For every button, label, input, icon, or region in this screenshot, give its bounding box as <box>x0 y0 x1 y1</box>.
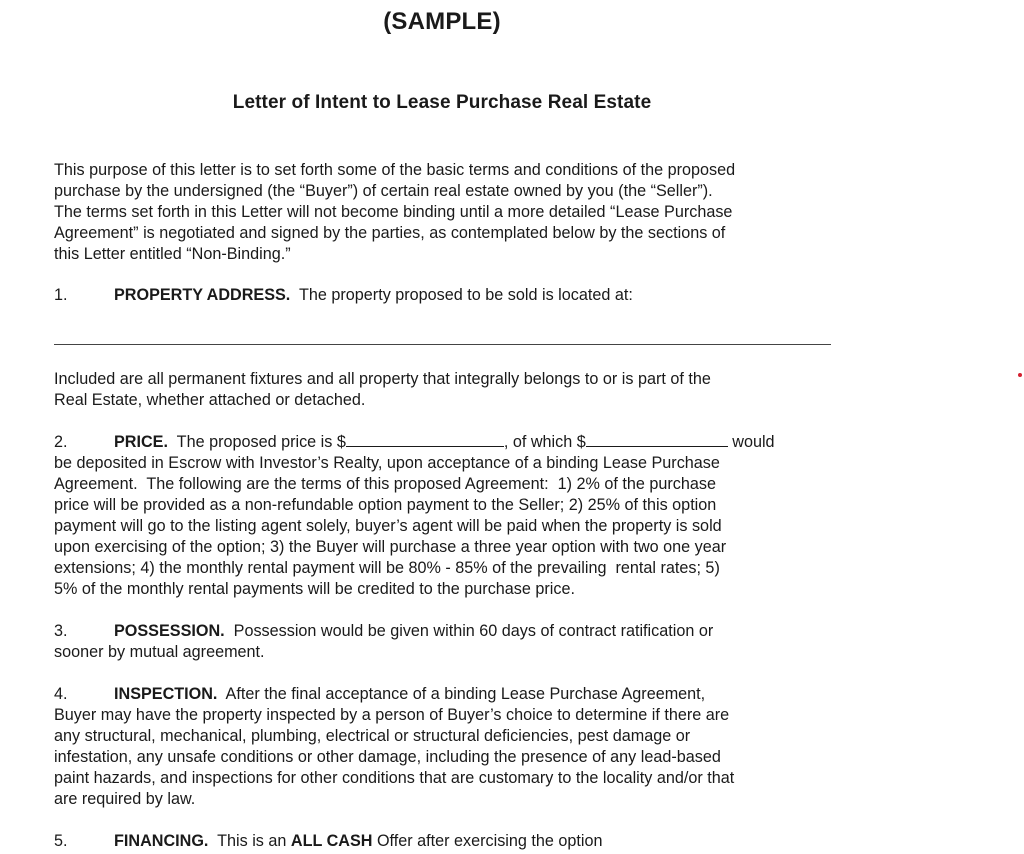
section-line: be deposited in Escrow with Investor’s Realty, upon acceptance of a binding Lease Purchase <box>54 454 720 472</box>
section-heading-line <box>54 285 633 305</box>
property-address-field[interactable] <box>54 344 831 345</box>
intro-line: The terms set forth in this Letter will not become binding until a more detailed “Lease Purchase <box>54 203 733 221</box>
section-line: payment will go to the listing agent solely, buyer’s agent will be paid when the property is sold <box>54 517 722 535</box>
section-heading: PRICE. <box>114 433 168 451</box>
intro-line: purchase by the undersigned (the “Buyer”) of certain real estate owned by you (the “Seller”). <box>54 182 713 200</box>
section-line: Buyer may have the property inspected by a person of Buyer’s choice to determine if there are <box>54 706 730 724</box>
section-line: sooner by mutual agreement. <box>54 643 265 661</box>
intro-line: This purpose of this letter is to set forth some of the basic terms and conditions of the proposed <box>54 161 736 179</box>
section-number: 2. <box>54 433 68 451</box>
section-note-line: Real Estate, whether attached or detached. <box>54 391 366 409</box>
section-line: Agreement. The following are the terms of this proposed Agreement: 1) 2% of the purchase <box>54 475 716 493</box>
section-heading: POSSESSION. <box>114 622 225 640</box>
section-number: 4. <box>54 685 68 703</box>
red-dot-marker <box>1018 373 1022 377</box>
sample-label: (SAMPLE) <box>383 8 501 35</box>
section-text: The property proposed to be sold is located at: <box>290 286 633 304</box>
section-text: This is an <box>208 832 291 850</box>
section-text: , of which $ <box>503 433 586 451</box>
section-heading-line <box>54 831 603 851</box>
section-heading: FINANCING. <box>114 832 209 850</box>
section-note-line: Included are all permanent fixtures and all property that integrally belongs to or is part of the <box>54 370 711 388</box>
section-text: Possession would be given within 60 days of contract ratification or <box>224 622 714 640</box>
section-text: Offer after exercising the option <box>372 832 603 850</box>
section-text: would <box>727 433 775 451</box>
section-line: paint hazards, and inspections for other conditions that are customary to the locality and/or that <box>54 769 735 787</box>
section-heading-line <box>54 621 713 641</box>
all-cash-emphasis: ALL CASH <box>290 832 373 850</box>
intro-line: this Letter entitled “Non-Binding.” <box>54 245 291 263</box>
section-number: 3. <box>54 622 68 640</box>
section-text: The proposed price is $ <box>167 433 346 451</box>
intro-line: Agreement” is negotiated and signed by the parties, as contemplated below by the sections of <box>54 224 726 242</box>
section-number: 5. <box>54 832 68 850</box>
section-heading-line <box>54 684 705 704</box>
section-text: After the final acceptance of a binding Lease Purchase Agreement, <box>217 685 706 703</box>
section-line: any structural, mechanical, plumbing, electrical or structural deficiencies, pest damage or <box>54 727 691 745</box>
section-heading: PROPERTY ADDRESS. <box>114 286 291 304</box>
section-number: 1. <box>54 286 68 304</box>
document-title: Letter of Intent to Lease Purchase Real Estate <box>232 92 652 113</box>
section-line: price will be provided as a non-refundable option payment to the Seller; 2) 25% of this option <box>54 496 717 514</box>
section-heading: INSPECTION. <box>114 685 218 703</box>
section-heading-line <box>54 432 775 452</box>
section-line: 5% of the monthly rental payments will be credited to the purchase price. <box>54 580 575 598</box>
section-line: infestation, any unsafe conditions or other damage, including the presence of any lead-based <box>54 748 721 766</box>
section-line: extensions; 4) the monthly rental payment will be 80% - 85% of the prevailing rental rates; 5) <box>54 559 720 577</box>
section-line: are required by law. <box>54 790 196 808</box>
deposit-field[interactable] <box>586 432 728 447</box>
section-line: upon exercising of the option; 3) the Buyer will purchase a three year option with two one year <box>54 538 727 556</box>
price-field[interactable] <box>346 432 504 447</box>
